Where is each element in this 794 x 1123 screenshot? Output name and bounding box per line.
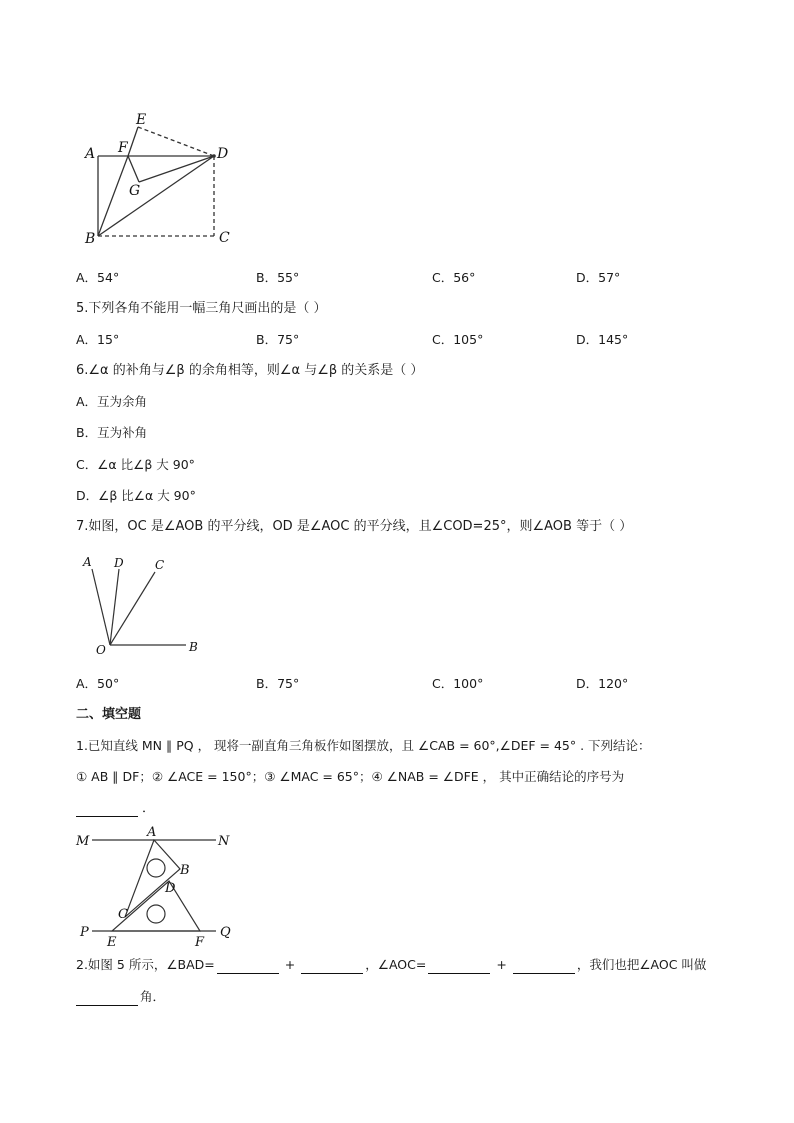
f2-text-end: 角． (140, 989, 166, 1004)
f2-blank-5[interactable] (76, 991, 138, 1006)
q7-label-d: D (114, 556, 124, 570)
q4-point-d (212, 154, 216, 158)
q6-option-c[interactable]: C．∠α 比∠β 大 90° (76, 457, 195, 472)
f1-label-p: P (80, 925, 89, 940)
q5-option-a[interactable]: A．15° (76, 332, 120, 347)
q7-label-b: B (189, 640, 198, 654)
f1-label-q: Q (220, 925, 231, 940)
f2-line2 (76, 988, 165, 1006)
f2-plus-1: + (284, 957, 296, 972)
f2-blank-1[interactable] (217, 959, 279, 974)
q7-option-b[interactable]: B．75° (256, 676, 300, 691)
q4-option-d[interactable]: D．57° (576, 270, 621, 285)
q7-label-c: C (155, 558, 165, 572)
f1-label-d: D (165, 881, 176, 896)
q7-label-a: A (83, 555, 92, 569)
f1-blank-period: ． (142, 801, 156, 816)
q7-stem: 7.如图，OC 是∠AOB 的平分线，OD 是∠AOC 的平分线，且∠COD=25°，则∠AOB 等于（ ） (76, 519, 633, 534)
f1-label-f: F (195, 935, 205, 950)
f1-label-b: B (180, 863, 190, 878)
q7-ray-oa (92, 569, 110, 645)
f1-label-a: A (147, 825, 157, 840)
f2-line1 (76, 956, 706, 974)
q4-option-a[interactable]: A．54° (76, 270, 120, 285)
q4-option-b[interactable]: B．55° (256, 270, 300, 285)
q4-label-g: G (129, 183, 141, 199)
q5-option-c[interactable]: C．105° (432, 332, 484, 347)
q4-line-bd (98, 156, 214, 236)
section-title-fill-in: 二、填空题 (76, 707, 142, 722)
q6-option-b[interactable]: B．互为补角 (76, 425, 148, 440)
f1-label-e: E (107, 935, 117, 950)
f1-circle-lower (147, 905, 165, 923)
q4-label-c: C (219, 230, 230, 246)
f1-answer-blank[interactable] (76, 815, 138, 817)
q7-option-c[interactable]: C．100° (432, 676, 484, 691)
q4-line-gd (139, 156, 214, 182)
q4-line-bf (98, 156, 128, 236)
q4-line-fg (128, 156, 139, 182)
q5-stem: 5.下列各角不能用一幅三角尺画出的是（ ） (76, 301, 327, 316)
q7-option-a[interactable]: A．50° (76, 676, 120, 691)
f1-label-c: C (118, 907, 128, 922)
q4-label-d: D (217, 146, 229, 162)
q5-option-d[interactable]: D．145° (576, 332, 629, 347)
q4-label-b: B (85, 231, 96, 247)
f1-label-m: M (76, 834, 90, 849)
q4-line-ed (138, 127, 214, 156)
q4-label-e: E (136, 112, 147, 128)
q4-line-fe (128, 127, 138, 156)
q7-figure (82, 552, 212, 662)
f2-blank-2[interactable] (301, 959, 363, 974)
q6-stem: 6.∠α 的补角与∠β 的余角相等，则∠α 与∠β 的关系是（ ） (76, 363, 424, 378)
f1-figure (74, 822, 244, 952)
q4-label-f: F (118, 140, 128, 156)
q4-figure (80, 105, 250, 250)
f1-label-n: N (218, 834, 230, 849)
q4-label-a: A (85, 146, 96, 162)
f2-blank-4[interactable] (513, 959, 575, 974)
f2-text-aoc: ，∠AOC= (365, 957, 427, 972)
q6-option-a[interactable]: A．互为余角 (76, 394, 148, 409)
q7-option-d[interactable]: D．120° (576, 676, 629, 691)
f2-blank-3[interactable] (428, 959, 490, 974)
f1-line1: 1.已知直线 MN ∥ PQ ， 现将一副直角三角板作如图摆放，且 ∠CAB = 60°,∠DEF = 45° . 下列结论： (76, 738, 651, 753)
q6-option-d[interactable]: D．∠β 比∠α 大 90° (76, 488, 196, 503)
f2-text-bad: 2.如图 5 所示，∠BAD= (76, 957, 215, 972)
f1-line2: ① AB ∥ DF；② ∠ACE = 150°；③ ∠MAC = 65°；④ ∠NAB = ∠DFE ， 其中正确结论的序号为 (76, 769, 625, 784)
q4-option-c[interactable]: C．56° (432, 270, 476, 285)
f1-circle-upper (147, 859, 165, 877)
f2-plus-2: + (496, 957, 507, 972)
q5-option-b[interactable]: B．75° (256, 332, 300, 347)
f2-text-call: ，我们也把∠AOC 叫做 (576, 957, 707, 972)
q7-label-o: O (96, 643, 106, 657)
